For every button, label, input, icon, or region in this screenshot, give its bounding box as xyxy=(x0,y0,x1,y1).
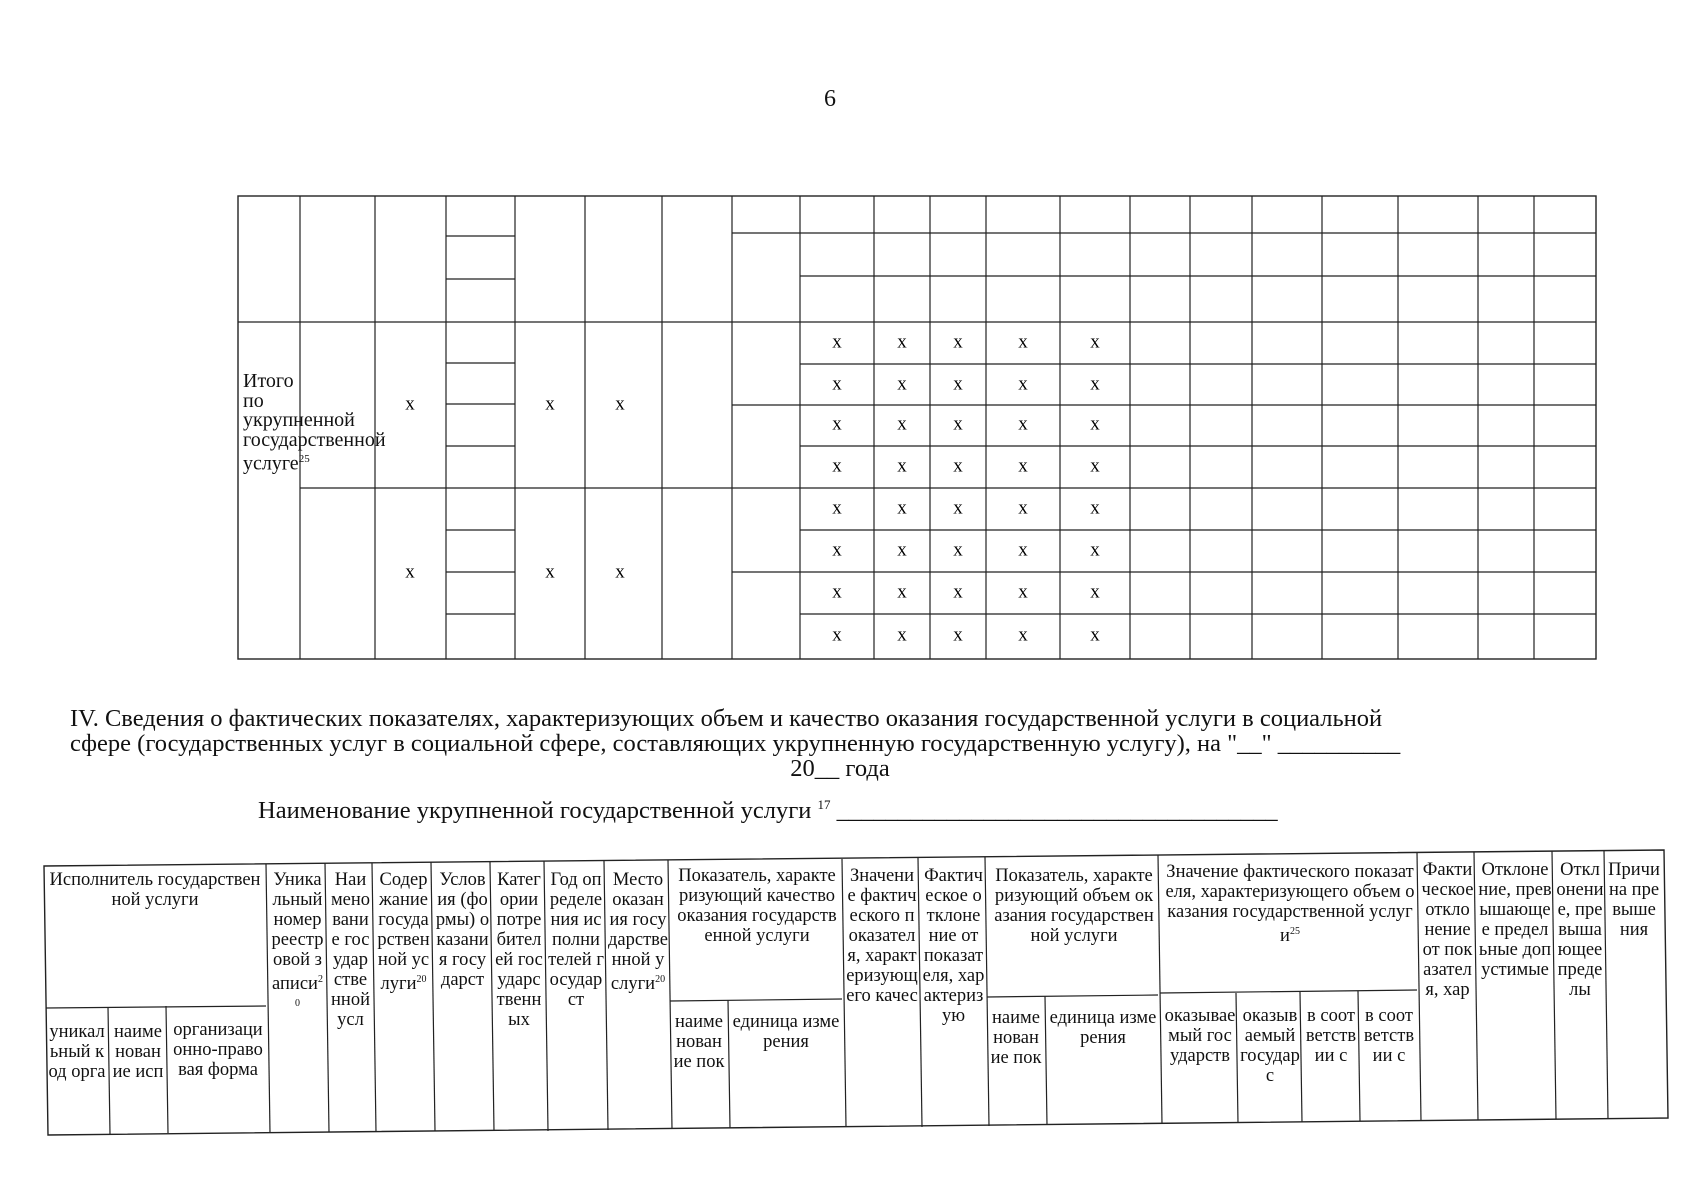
header-content: Содержание государственной услуги$^{20}$ xyxy=(377,870,430,995)
x-mark-r4-c3: x xyxy=(1018,497,1028,519)
x-mark-r4-c1: x xyxy=(897,497,907,519)
x-mark-left-2: x xyxy=(615,393,625,415)
header-volume-fact-2: оказываемый государс xyxy=(1240,1006,1300,1086)
x-mark-r5-c0: x xyxy=(832,539,842,561)
x-mark-r3-c1: x xyxy=(897,455,907,477)
header-deviation-over: Отклонение, превышающее предельные допустимые xyxy=(1478,860,1552,980)
x-mark-r7-c4: x xyxy=(1090,624,1100,646)
header-place: Место оказания государственной услуги$^{20}$ xyxy=(608,870,668,995)
header-volume-fact-3: в соответствии с xyxy=(1305,1006,1357,1066)
x-mark-r1-c0: x xyxy=(832,373,842,395)
header-service-name: Наименование государственной усл xyxy=(330,870,371,1030)
header-conditions: Условия (формы) оказания государст xyxy=(435,870,490,990)
x-mark-r7-c0: x xyxy=(832,624,842,646)
x-mark-left-1: x xyxy=(545,393,555,415)
x-mark-r0-c3: x xyxy=(1018,331,1028,353)
x-mark-r0-c1: x xyxy=(897,331,907,353)
x-mark-r6-c2: x xyxy=(953,581,963,603)
x-mark-r5-c4: x xyxy=(1090,539,1100,561)
header-quality-deviation: Фактическое отклонение от показателя, характеризую xyxy=(922,866,985,1026)
header-deviation-over-2: Отклонение, превышающее пределы xyxy=(1556,860,1604,1000)
page-number: 6 xyxy=(824,86,836,112)
section-heading-line-3: 20__ года xyxy=(790,755,890,782)
header-reason: Причина превышения xyxy=(1608,860,1660,940)
x-mark-left-3: x xyxy=(405,561,415,583)
x-mark-r5-c2: x xyxy=(953,539,963,561)
header-quality-group: Показатель, характеризующий качество оказания государственной услуги xyxy=(677,866,837,946)
header-legal-form: организационно-правовая форма xyxy=(173,1020,263,1080)
x-mark-left-5: x xyxy=(615,561,625,583)
service-name-blank: ____________________________________ xyxy=(836,797,1278,825)
x-mark-r6-c0: x xyxy=(832,581,842,603)
x-mark-r6-c4: x xyxy=(1090,581,1100,603)
x-mark-r2-c2: x xyxy=(953,413,963,435)
header-volume-name: наименование пок xyxy=(990,1008,1042,1068)
x-mark-r2-c0: x xyxy=(832,413,842,435)
x-mark-r1-c2: x xyxy=(953,373,963,395)
x-mark-r3-c2: x xyxy=(953,455,963,477)
section-heading-line-2: сфере (государственных услуг в социальной сфере, составляющих укрупненную государственную услугу), на "__" __________ xyxy=(70,730,1401,757)
header-volume-group: Показатель, характеризующий объем оказания государственной услуги xyxy=(994,866,1154,946)
service-name-line: Наименование укрупненной государственной услуги $^{17}$ ____________________________________ xyxy=(258,797,1278,825)
x-mark-left-4: x xyxy=(545,561,555,583)
x-mark-r2-c4: x xyxy=(1090,413,1100,435)
header-volume-fact-4: в соответствии с xyxy=(1363,1006,1415,1066)
header-year: Год определения исполнителей государст xyxy=(548,870,604,1010)
x-mark-r4-c0: x xyxy=(832,497,842,519)
header-quality-fact: Значение фактического показателя, характеризующего качес xyxy=(846,866,918,1006)
header-volume-unit: единица измерения xyxy=(1049,1008,1157,1048)
x-mark-r1-c1: x xyxy=(897,373,907,395)
header-volume-fact-1: оказываемый государств xyxy=(1164,1006,1236,1066)
header-quality-unit: единица измерения xyxy=(732,1012,840,1052)
x-mark-r6-c1: x xyxy=(897,581,907,603)
total-row-label: Итого по укрупненной государственной услуге$^{25}$ xyxy=(243,370,386,475)
section-heading-line-1: IV. Сведения о фактических показателях, характеризующих объем и качество оказания государственной услуги в социальной xyxy=(70,705,1383,732)
header-quality-name: наименование пок xyxy=(673,1012,725,1072)
x-mark-r7-c2: x xyxy=(953,624,963,646)
x-mark-r4-c4: x xyxy=(1090,497,1100,519)
x-mark-r7-c3: x xyxy=(1018,624,1028,646)
x-mark-r5-c1: x xyxy=(897,539,907,561)
x-mark-r4-c2: x xyxy=(953,497,963,519)
x-mark-r2-c3: x xyxy=(1018,413,1028,435)
x-mark-r5-c3: x xyxy=(1018,539,1028,561)
x-mark-r2-c1: x xyxy=(897,413,907,435)
x-mark-r1-c3: x xyxy=(1018,373,1028,395)
header-registry-number: Уникальный номер реестровой записи$^{20}$ xyxy=(271,870,324,1010)
x-mark-r0-c0: x xyxy=(832,331,842,353)
header-executor-name: наименование исп xyxy=(112,1022,164,1082)
x-mark-r3-c4: x xyxy=(1090,455,1100,477)
header-volume-fact-group: Значение фактического показателя, характеризующего объем оказания государственной услуги$^{25}$ xyxy=(1165,862,1415,947)
header-unique-code: уникальный код орга xyxy=(48,1022,106,1082)
x-mark-r3-c3: x xyxy=(1018,455,1028,477)
x-mark-r3-c0: x xyxy=(832,455,842,477)
x-mark-r0-c4: x xyxy=(1090,331,1100,353)
x-mark-left-0: x xyxy=(405,393,415,415)
x-mark-r0-c2: x xyxy=(953,331,963,353)
header-fact-deviation: Фактическое отклонение от показателя, хар xyxy=(1421,860,1474,1000)
x-mark-r6-c3: x xyxy=(1018,581,1028,603)
header-categories: Категории потребителей государственных xyxy=(495,870,543,1030)
x-mark-r1-c4: x xyxy=(1090,373,1100,395)
x-mark-r7-c1: x xyxy=(897,624,907,646)
header-executor: Исполнитель государственной услуги xyxy=(49,870,261,910)
